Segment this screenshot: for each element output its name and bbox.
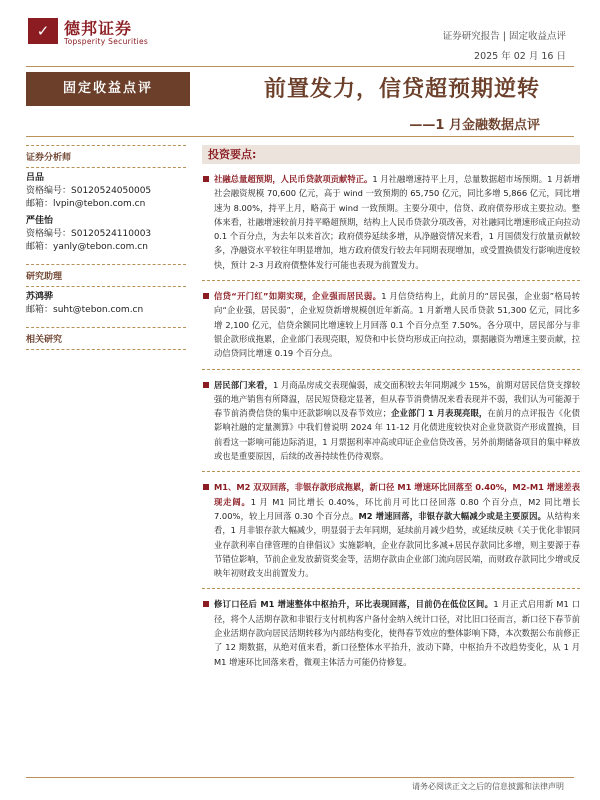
assistant-name: 苏鸿骅 (26, 292, 54, 302)
section-divider (202, 471, 580, 472)
summary-heading: 投资要点: (202, 145, 580, 164)
bullet-icon (203, 293, 209, 299)
paragraph-lead: 居民部门来看， (214, 379, 273, 390)
logo-name-en: Topsperity Securities (64, 37, 149, 46)
paragraph-lead-secondary: 企业部门 1 月表现亮眼， (391, 408, 488, 419)
paragraph-body-secondary: 在前月的点评报告《化债影响社融的定量测算》中我们曾说明 2024 年 11-12 月化债进度较快对企业贷款资产形成置换，目前看这一影响可能边际消退，1 月票据利率冲高或印证企业信贷改善，另外前期储备项目的集中释放或也是重要原因，后续的改善持续性仍待观察。 (214, 408, 580, 462)
paragraph-lead: 社融总量超预期，人民币贷款项贡献特正。 (214, 174, 373, 184)
analyst-name: 吕品 (26, 173, 45, 183)
analyst-card (26, 172, 186, 211)
report-type: 证券研究报告 | 固定收益点评 (442, 31, 566, 42)
assistant-email[interactable]: 邮箱：suht@tebon.com.cn (26, 305, 144, 315)
section-divider (202, 588, 580, 589)
analyst-card (26, 215, 186, 254)
summary-paragraph (202, 597, 580, 668)
paragraph-lead-secondary: M2 增速回落，非银存款大幅减少或是主要原因。 (358, 510, 547, 521)
logo-mark-icon: ✓ (36, 22, 50, 40)
sidebar (26, 145, 186, 350)
paragraph-body: 1 月正式启用新 M1 口径，将个人活期存款和非银行支付机构客户备付金纳入统计口径，对比旧口径而言，新口径下春节前企业活期存款向居民活期转移为内部结构变化，使得春节效应的整体影响下降，本次数据公布前修正了 12 期数据，从绝对值来看，新口径整体水平抬升，波动下降，中枢抬升不改趋势变化，从 1 月 M1 增速环比回落来看，微观主体活力可能仍待修复。 (214, 599, 580, 667)
paragraph-body: 1 月社融增速持平上月，总量数据超市场预期。1 月新增社会融资规模 70,600 亿元，高于 wind 一致预期的 65,750 亿元，同比多增 5,866 亿元，同比增速为 8.00%，持平上月，略高于 wind 一致预期。主要分项中，信贷、政府债券形成主要拉动。整体来看，社融增速较前月持平略超预期，结构上人民币贷款分项改善，对社融同比增速形成正向拉动 0.1 个百分点，为去年以来首次；政府债券延续多增，从净融资情况来看，1 月国债发行放量贡献较多，净融资水平较往年明显增加，地方政府债发行较去年同期表现增加，或受置换债发行影响进度较快，预计 2-3 月政府债整体发行可能也表现为前置发力。 (214, 174, 580, 270)
section-divider (202, 369, 580, 370)
logo (28, 18, 58, 44)
footer-disclaimer: 请务必阅读正文之后的信息披露和法律声明 (412, 782, 564, 791)
paragraph-lead: 修订口径后 M1 增速整体中枢抬升，环比表现回落，目前仍在低位区间。 (214, 599, 494, 610)
analyst-cert: 资格编号：S0120524110003 (26, 229, 152, 239)
paragraph-body: 1 月商品房成交表现偏弱，成交面积较去年同期减少 15%，前期对居民信贷支撑较强的地产销售有所降温，居民短贷稳定显著，但从春节消费情况来看表现并不弱，我们认为可能源于春节前消费信贷的集中还款影响以及春节效应； (214, 379, 580, 419)
summary-paragraph (202, 378, 580, 464)
bullet-icon (203, 484, 209, 490)
analyst-email[interactable]: 邮箱：lvpin@tebon.com.cn (26, 199, 146, 209)
report-date: 2025 年 02 月 16 日 (474, 51, 566, 62)
analysts-heading: 证券分析师 (26, 145, 186, 168)
page-title: 前置发力，信贷超预期逆转 (263, 77, 540, 102)
analyst-name: 严佳怡 (26, 216, 54, 226)
summary-paragraph (202, 289, 580, 360)
paragraph-body-secondary: 从结构来看，1 月非银存款大幅减少，明显弱于去年同期，延续前月减少趋势，或延续反映《关于优化非银同业存款利率自律管理的自律倡议》实施影响，企业存款同比多减+居民存款同比多增，则主要源于春节错位影响，节前企业发放薪资奖金等，活期存款由企业部门流向居民端，而财政存款同比少增或反映年初财政支出前置发力。 (214, 510, 580, 579)
summary-paragraph (202, 480, 580, 580)
title-divider (26, 136, 574, 137)
related-research-heading: 相关研究 (26, 327, 186, 350)
bullet-icon (203, 176, 209, 182)
header-divider (26, 66, 574, 67)
paragraph-body: 1 月信贷结构上，此前月的“居民强，企业弱”格局转向“企业强，居民弱”，企业短贷新增规模创近年新高。1 月新增人民币贷款 51,300 亿元，同比多增 2,100 亿元，信贷余额同比增速较上月回落 0.1 个百分点至 7.50%。各分项中，居民部分与非银企款形成拖累，企业部门表现亮眼，短贷和中长贷均形成正向拉动，票据融资为增速主要贡献，拉动信贷同比增速 0.19 个百分点。 (214, 291, 580, 359)
main-content (202, 145, 580, 669)
logo-name-cn: 德邦证券 (64, 19, 133, 38)
bullet-icon (203, 601, 209, 607)
analyst-email[interactable]: 邮箱：yanly@tebon.com.cn (26, 242, 148, 252)
paragraph-lead: M1、M2 双双回落，非银存款形成拖累，新口径 M1 增速环比回落至 0.40%，M2-M1 增速差表现走阔。 (214, 482, 580, 507)
analyst-cert: 资格编号：S0120524050005 (26, 186, 152, 196)
paragraph-lead: 信贷“开门红”如期实现，企业强而居民弱。 (214, 291, 382, 302)
bullet-icon (203, 382, 209, 388)
page-subtitle: ——1 月金融数据点评 (409, 118, 540, 133)
section-divider (202, 280, 580, 281)
summary-paragraph (202, 172, 580, 272)
footer-divider (26, 777, 574, 778)
paragraph-body: 1 月 M1 同比增长 0.40%，环比前月可比口径回落 0.80 个百分点，M2 同比增长 7.00%，较上月回落 0.30 个百分点。 (214, 496, 580, 521)
assistant-heading: 研究助理 (26, 264, 186, 287)
report-category: 固定收益点评 (26, 72, 190, 106)
